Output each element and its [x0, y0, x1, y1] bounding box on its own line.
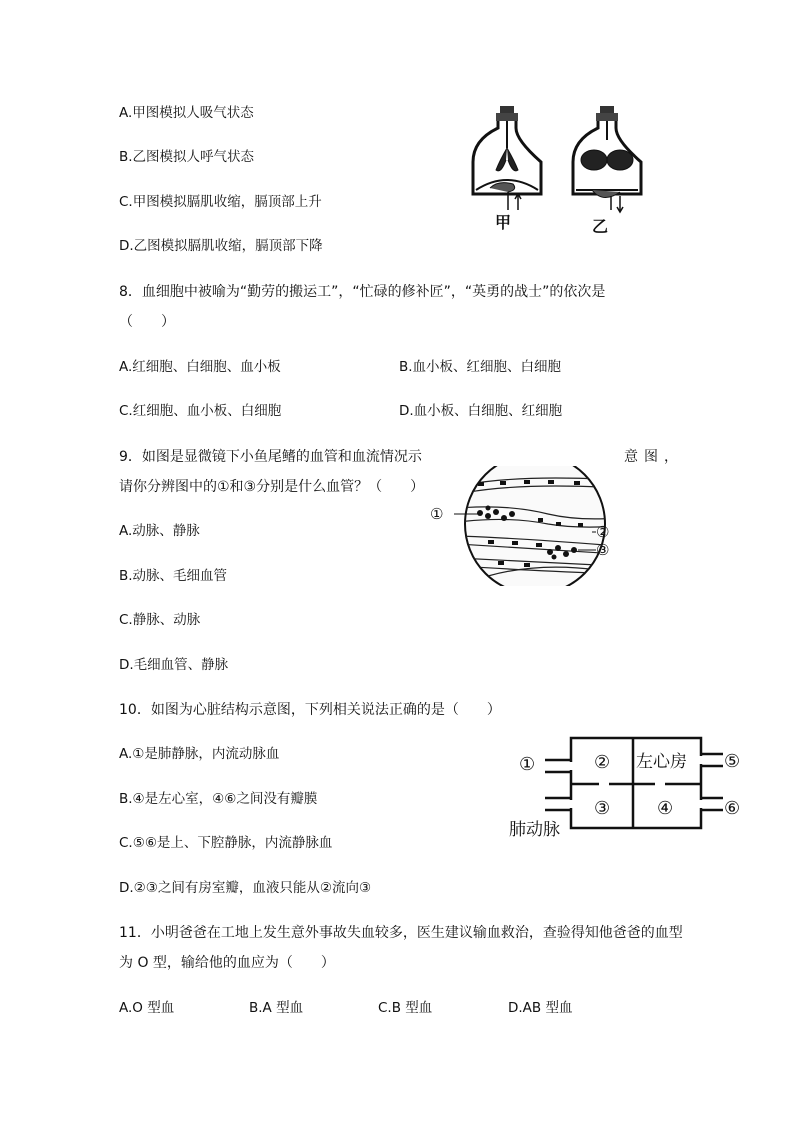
- heart-label-2: ②: [594, 752, 611, 773]
- heart-structure-figure: [505, 732, 755, 842]
- q7-option-b: B.乙图模拟人呼气状态: [119, 149, 255, 165]
- q7-option-a: A.甲图模拟人吸气状态: [119, 105, 254, 121]
- q7-option-d: D.乙图模拟膈肌收缩，膈顶部下降: [119, 238, 323, 254]
- bell-jar-figure: [468, 100, 648, 240]
- label-jia: 甲: [495, 213, 512, 232]
- q11-option-d: D.AB 型血: [508, 1000, 573, 1016]
- bell-jar-jia: [473, 106, 541, 210]
- heart-label-1: ①: [519, 754, 536, 775]
- q10-option-c: C.⑤⑥是上、下腔静脉，内流静脉血: [119, 835, 333, 851]
- fish-tail-microscope-figure: [428, 466, 618, 586]
- q10-option-d: D.②③之间有房室瓣，血液只能从②流向③: [119, 880, 372, 896]
- heart-label-4: ④: [657, 798, 674, 819]
- q9-stem-line2: 请你分辨图中的①和③分别是什么血管？（ ）: [119, 479, 425, 495]
- q8-option-d: D.血小板、白细胞、红细胞: [399, 403, 563, 419]
- heart-label-pulmonary-artery: 肺动脉: [509, 820, 560, 840]
- heart-label-3: ③: [594, 798, 611, 819]
- q9-stem-part2: 意图，: [624, 449, 684, 465]
- heart-label-5: ⑤: [724, 751, 741, 772]
- q8-option-c: C.红细胞、血小板、白细胞: [119, 403, 282, 419]
- q11-stem-line2: 为 O 型，输给他的血应为（ ）: [119, 955, 335, 971]
- heart-label-left-atrium: 左心房: [636, 752, 687, 772]
- q10-option-b: B.④是左心室，④⑥之间没有瓣膜: [119, 791, 318, 807]
- q9-option-c: C.静脉、动脉: [119, 612, 201, 628]
- label-yi: 乙: [592, 217, 609, 236]
- q11-option-a: A.O 型血: [119, 1000, 175, 1016]
- q10-option-a: A.①是肺静脉，内流动脉血: [119, 746, 280, 762]
- q10-stem: 10．如图为心脏结构示意图，下列相关说法正确的是（ ）: [119, 702, 501, 718]
- q9-label-3: ③: [596, 541, 610, 559]
- q11-option-b: B.A 型血: [249, 1000, 304, 1016]
- q8-option-b: B.血小板、红细胞、白细胞: [399, 359, 562, 375]
- q9-stem-part1: 9．如图是显微镜下小鱼尾鳍的血管和血流情况示: [119, 449, 422, 465]
- q8-option-a: A.红细胞、白细胞、血小板: [119, 359, 281, 375]
- q11-stem-line1: 11．小明爸爸在工地上发生意外事故失血较多，医生建议输血救治，查验得知他爸爸的血型: [119, 925, 683, 941]
- q11-option-c: C.B 型血: [378, 1000, 433, 1016]
- q7-option-c: C.甲图模拟膈肌收缩，膈顶部上升: [119, 194, 322, 210]
- q9-option-d: D.毛细血管、静脉: [119, 657, 229, 673]
- bell-jar-yi: [573, 106, 641, 212]
- q9-option-a: A.动脉、静脉: [119, 523, 200, 539]
- q8-stem: 8．血细胞中被喻为“勤劳的搬运工”，“忙碌的修补匠”，“英勇的战士”的依次是: [119, 284, 606, 300]
- q9-label-2: ②: [596, 523, 610, 541]
- q9-option-b: B.动脉、毛细血管: [119, 568, 228, 584]
- q8-paren: （ ）: [119, 314, 175, 330]
- q9-label-1: ①: [430, 505, 444, 523]
- heart-label-6: ⑥: [724, 798, 741, 819]
